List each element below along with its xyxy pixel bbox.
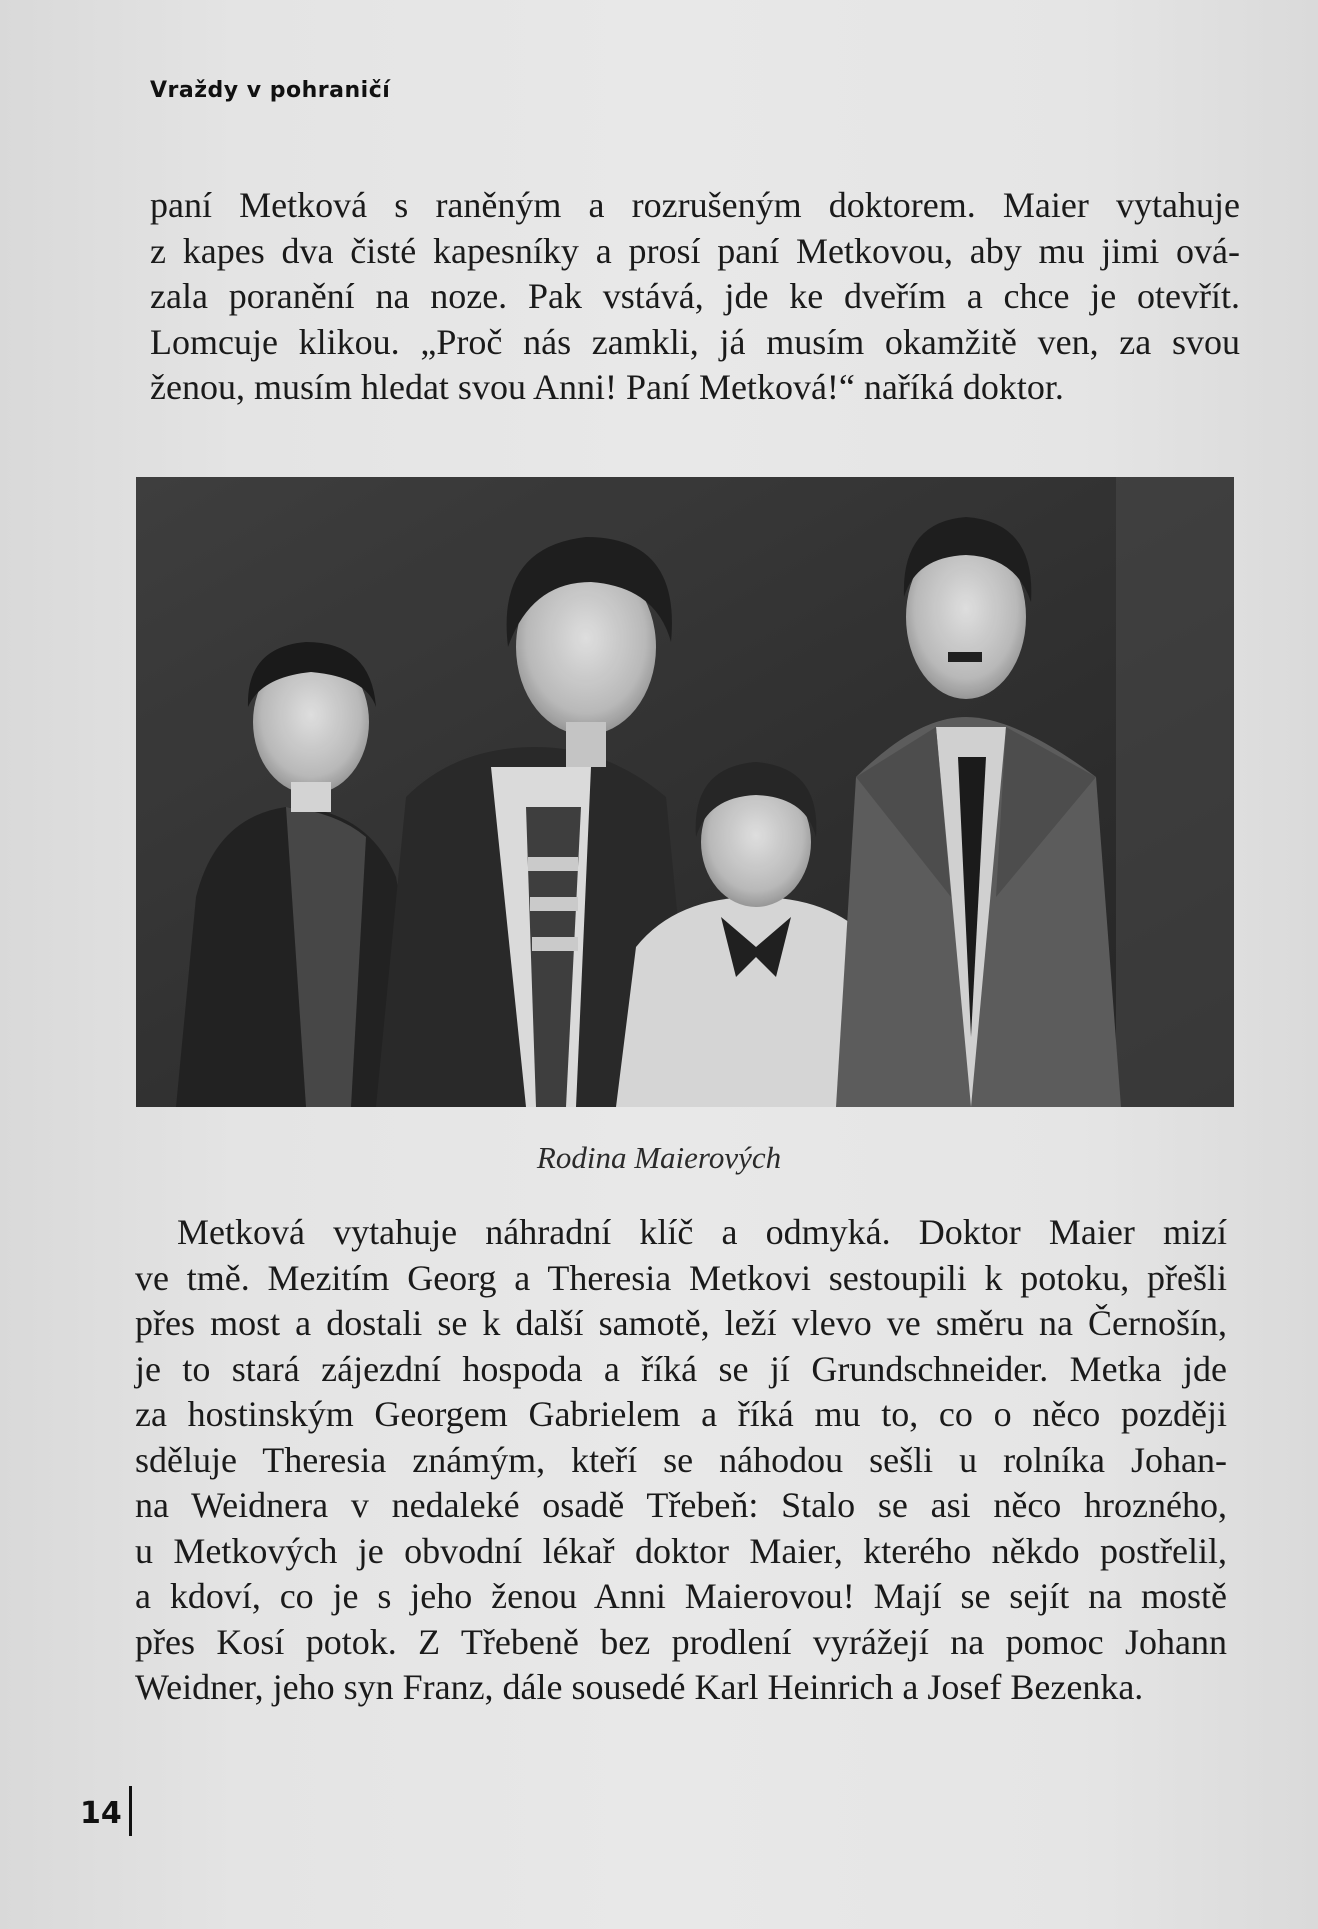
text-line: přes Kosí potok. Z Třebeně bez prodlení vyrážejí na pomoc Johann <box>135 1621 1227 1662</box>
text-line: zala poranění na noze. Pak vstává, jde ke dveřím a chce je otevřít. <box>150 276 1240 316</box>
running-header: Vraždy v pohraničí <box>150 78 391 103</box>
paragraph-bottom <box>135 1210 1227 1711</box>
text-line: Weidner, jeho syn Franz, dále sousedé Karl Heinrich a Josef Bezenka. <box>135 1667 1144 1707</box>
text-line: z kapes dva čisté kapesníky a prosí paní Metkovou, aby mu jimi ová- <box>150 230 1240 271</box>
photo-caption: Rodina Maierových <box>536 1140 782 1175</box>
family-photo-image <box>136 477 1234 1107</box>
text-line: u Metkových je obvodní lékař doktor Maier, kterého někdo postřelil, <box>135 1530 1227 1571</box>
text-line: za hostinským Georgem Gabrielem a říká mu to, co o něco později <box>135 1394 1227 1434</box>
text-line: a kdoví, co je s jeho ženou Anni Maierovou! Mají se sejít na mostě <box>135 1576 1227 1616</box>
text-line: paní Metková s raněným a rozrušeným doktorem. Maier vytahuje <box>150 185 1240 225</box>
text-line: přes most a dostali se k další samotě, leží vlevo ve směru na Černošín, <box>135 1303 1227 1343</box>
text-line: Metková vytahuje náhradní klíč a odmyká. Doktor Maier mizí <box>177 1212 1227 1252</box>
text-line: ženou, musím hledat svou Anni! Paní Metková!“ naříká doktor. <box>150 367 1064 407</box>
text-line: je to stará zájezdní hospoda a říká se jí Grundschneider. Metka jde <box>135 1348 1227 1389</box>
page-number-divider <box>129 1786 132 1836</box>
family-photograph <box>136 477 1234 1107</box>
text-line: ve tmě. Mezitím Georg a Theresia Metkovi sestoupili k potoku, přešli <box>135 1257 1227 1298</box>
text-line: na Weidnera v nedaleké osadě Třebeň: Stalo se asi něco hrozného, <box>135 1485 1227 1525</box>
text-line: sděluje Theresia známým, kteří se náhodou sešli u rolníka Johan- <box>135 1439 1227 1480</box>
page-number: 14 <box>80 1796 122 1831</box>
paragraph-top <box>150 183 1240 411</box>
text-line: Lomcuje klikou. „Proč nás zamkli, já musím okamžitě ven, za svou <box>150 321 1240 362</box>
